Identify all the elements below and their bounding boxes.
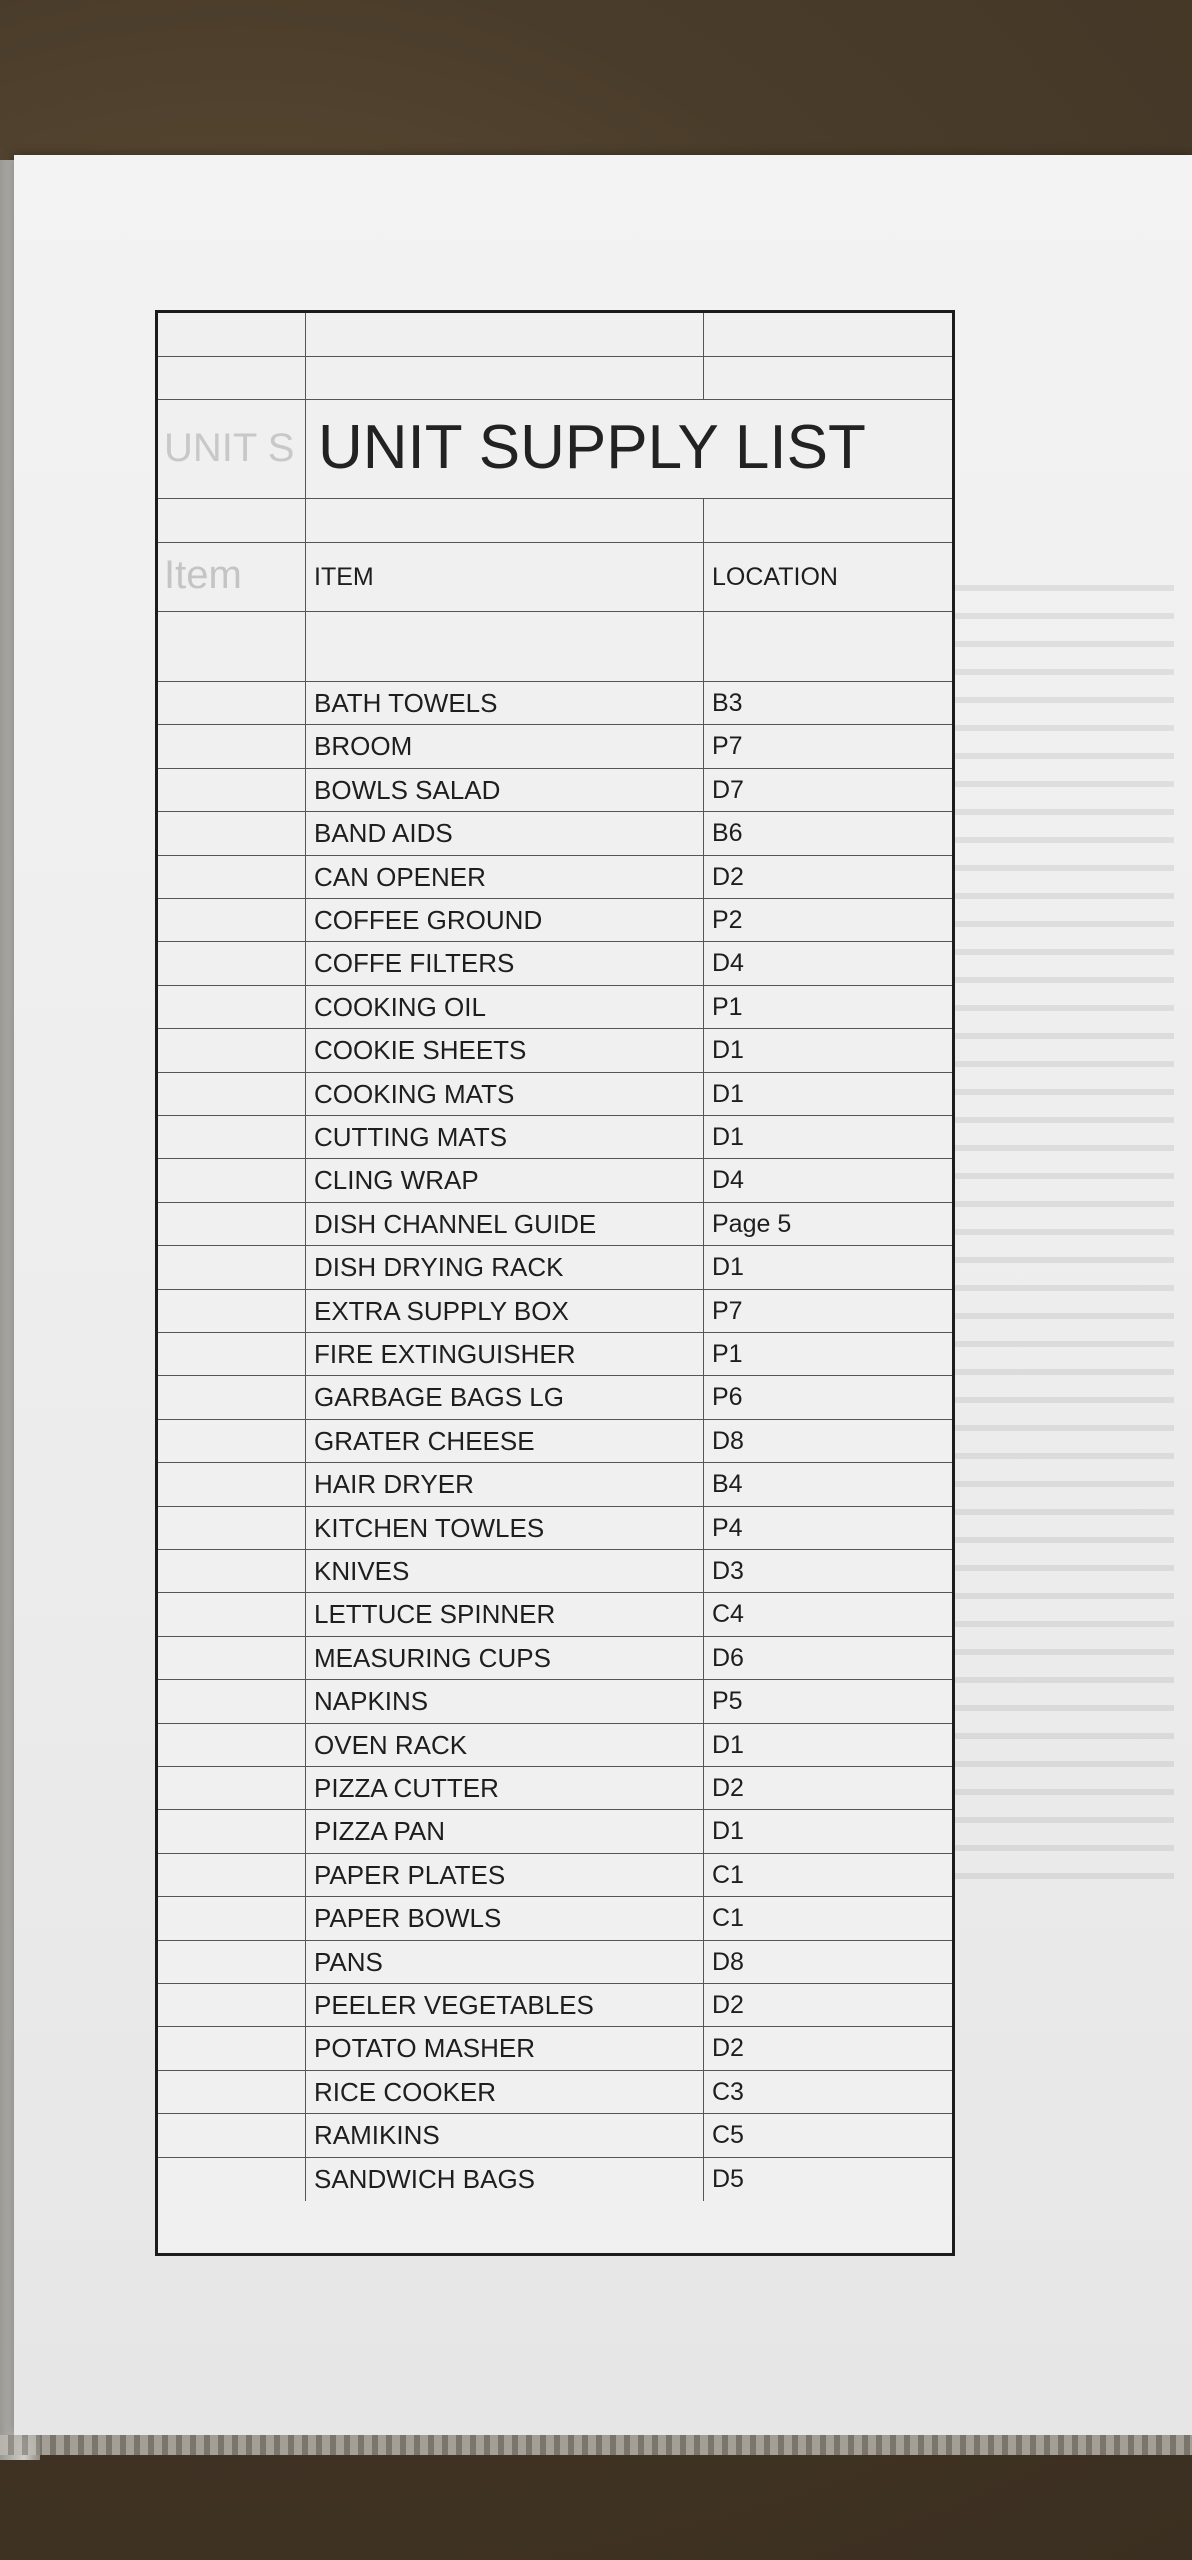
item-cell: CLING WRAP — [306, 1159, 704, 1201]
item-cell: BROOM — [306, 725, 704, 767]
page-title: UNIT SUPPLY LIST — [318, 413, 866, 482]
location-cell: D5 — [712, 2164, 744, 2193]
table-row — [158, 899, 952, 942]
location-cell: C1 — [712, 1860, 744, 1889]
item-column-header: ITEM — [306, 542, 704, 611]
item-cell: RAMIKINS — [306, 2114, 704, 2156]
item-cell: BOWLS SALAD — [306, 769, 704, 811]
table-row — [158, 1550, 952, 1593]
location-cell: B6 — [712, 819, 743, 848]
table-row — [158, 812, 952, 855]
location-cell: B3 — [712, 689, 743, 717]
item-cell: SANDWICH BAGS — [306, 2158, 704, 2201]
location-cell: P4 — [712, 1513, 743, 1542]
location-cell: D1 — [712, 1123, 744, 1151]
table-row — [158, 1203, 952, 1246]
location-cell: D1 — [712, 1730, 744, 1759]
header-row — [158, 542, 952, 612]
table-row — [158, 1029, 952, 1072]
item-cell: PAPER PLATES — [306, 1854, 704, 1896]
item-cell: NAPKINS — [306, 1680, 704, 1722]
location-cell: P2 — [712, 906, 743, 934]
item-cell: PAPER BOWLS — [306, 1897, 704, 1939]
location-column-header: LOCATION — [712, 563, 838, 591]
table-row — [158, 1810, 952, 1853]
location-cell: B4 — [712, 1470, 743, 1499]
item-cell: EXTRA SUPPLY BOX — [306, 1290, 704, 1332]
item-cell: MEASURING CUPS — [306, 1637, 704, 1679]
location-cell: D8 — [712, 1947, 744, 1976]
supply-table — [155, 310, 955, 2256]
table-row — [158, 725, 952, 768]
faint-item-text: Item — [158, 542, 306, 611]
item-cell: BATH TOWELS — [306, 682, 704, 724]
item-cell: PIZZA PAN — [306, 1810, 704, 1852]
item-cell: COFFE FILTERS — [306, 942, 704, 984]
location-cell: P5 — [712, 1687, 743, 1716]
item-cell: COOKIE SHEETS — [306, 1029, 704, 1071]
table-row — [158, 1941, 952, 1984]
table-row — [158, 1159, 952, 1202]
item-cell: GRATER CHEESE — [306, 1420, 704, 1462]
table-row — [158, 1593, 952, 1636]
item-cell: DISH DRYING RACK — [306, 1246, 704, 1288]
item-cell: POTATO MASHER — [306, 2027, 704, 2069]
table-row — [158, 986, 952, 1029]
location-cell: D1 — [712, 1036, 744, 1065]
table-row — [158, 1290, 952, 1333]
item-cell: COFFEE GROUND — [306, 899, 704, 941]
location-cell: P7 — [712, 732, 743, 761]
table-row — [158, 1507, 952, 1550]
location-cell: P1 — [712, 992, 743, 1021]
location-cell: D4 — [712, 1166, 744, 1195]
item-cell: BAND AIDS — [306, 812, 704, 854]
location-cell: D3 — [712, 1557, 744, 1585]
item-cell: CAN OPENER — [306, 856, 704, 898]
item-cell: RICE COOKER — [306, 2071, 704, 2113]
location-cell: D1 — [712, 1253, 744, 1282]
item-cell: PANS — [306, 1941, 704, 1983]
table-row — [158, 2071, 952, 2114]
table-row — [158, 1897, 952, 1940]
table-row — [158, 1420, 952, 1463]
faint-title-text: UNIT S — [158, 399, 306, 498]
table-row — [158, 2158, 952, 2201]
item-cell: PIZZA CUTTER — [306, 1767, 704, 1809]
table-row — [158, 1680, 952, 1723]
item-cell: HAIR DRYER — [306, 1463, 704, 1505]
location-cell: C5 — [712, 2121, 744, 2150]
table-row — [158, 1333, 952, 1376]
item-cell: DISH CHANNEL GUIDE — [306, 1203, 704, 1245]
location-cell: P1 — [712, 1340, 743, 1368]
title-row — [158, 399, 952, 499]
location-cell: D6 — [712, 1643, 744, 1672]
table-row — [158, 1116, 952, 1159]
table-row — [158, 1984, 952, 2027]
table-row — [158, 2114, 952, 2157]
table-row — [158, 942, 952, 985]
sleeve-bottom-edge — [0, 2435, 1192, 2455]
location-cell: C4 — [712, 1600, 744, 1629]
location-cell: P6 — [712, 1383, 743, 1412]
item-cell: COOKING OIL — [306, 986, 704, 1028]
show-through-text — [944, 585, 1174, 1885]
table-row — [158, 769, 952, 812]
blank-row — [158, 313, 952, 357]
item-cell: GARBAGE BAGS LG — [306, 1376, 704, 1418]
table-row — [158, 1767, 952, 1810]
location-cell: D8 — [712, 1426, 744, 1455]
item-cell: KNIVES — [306, 1550, 704, 1592]
blank-row — [158, 612, 952, 682]
table-row — [158, 1724, 952, 1767]
table-row — [158, 1854, 952, 1897]
blank-row — [158, 499, 952, 543]
location-cell: D4 — [712, 949, 744, 978]
item-cell: LETTUCE SPINNER — [306, 1593, 704, 1635]
item-cell: COOKING MATS — [306, 1073, 704, 1115]
location-cell: D1 — [712, 1817, 744, 1846]
location-cell: Page 5 — [712, 1209, 792, 1238]
location-cell: D2 — [712, 1991, 744, 2019]
table-row — [158, 1246, 952, 1289]
table-row — [158, 856, 952, 899]
table-row — [158, 682, 952, 725]
location-cell: D2 — [712, 2034, 744, 2063]
blank-row — [158, 356, 952, 400]
item-cell: CUTTING MATS — [306, 1116, 704, 1158]
table-row — [158, 1463, 952, 1506]
table-row — [158, 1376, 952, 1419]
item-cell: PEELER VEGETABLES — [306, 1984, 704, 2026]
table-row — [158, 1637, 952, 1680]
location-cell: C3 — [712, 2077, 744, 2106]
item-cell: OVEN RACK — [306, 1724, 704, 1766]
table-row — [158, 1073, 952, 1116]
location-cell: D2 — [712, 862, 744, 891]
location-cell: D2 — [712, 1774, 744, 1802]
item-cell: KITCHEN TOWLES — [306, 1507, 704, 1549]
item-cell: FIRE EXTINGUISHER — [306, 1333, 704, 1375]
location-cell: C1 — [712, 1904, 744, 1933]
location-cell: D7 — [712, 775, 744, 804]
location-cell: D1 — [712, 1079, 744, 1108]
location-cell: P7 — [712, 1296, 743, 1325]
table-row — [158, 2027, 952, 2070]
